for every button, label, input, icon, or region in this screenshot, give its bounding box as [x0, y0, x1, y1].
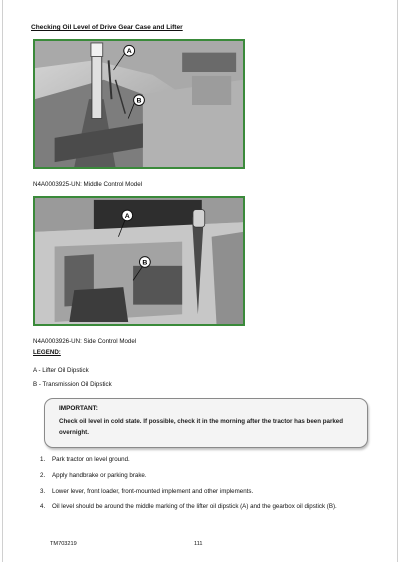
photo-caption-side-control: N4A0003926-UN: Side Control Model — [33, 338, 137, 345]
legend-item-b: B - Transmission Oil Dipstick — [33, 381, 112, 388]
step-number: 2. — [40, 472, 46, 479]
footer-doc-id: TM703219 — [50, 541, 77, 547]
photo-side-control-illustration — [35, 198, 243, 324]
photo-caption-middle-control: N4A0003925-UN: Middle Control Model — [33, 181, 143, 188]
notice-text: Check oil level in cold state. If possible, check it in the morning after the tractor has been parked overnight. — [59, 418, 344, 436]
step-text: Park tractor on level ground. — [52, 456, 130, 463]
step-text: Apply handbrake or parking brake. — [52, 472, 147, 479]
footer-page-number: 111 — [194, 541, 203, 547]
section-title: Checking Oil Level of Drive Gear Case and Lifter — [31, 24, 183, 31]
page-edge-left — [2, 0, 3, 562]
step-number: 3. — [40, 488, 46, 495]
step-number: 1. — [40, 456, 46, 463]
page-edge-right — [397, 0, 398, 562]
step-number: 4. — [40, 503, 46, 510]
photo-side-control-model — [33, 196, 245, 326]
step-text: Lower lever, front loader, front-mounted implement and other implements. — [52, 488, 254, 495]
callout-b-label: B — [136, 97, 142, 105]
photo-middle-control-model — [33, 39, 245, 169]
callout-a-label-2: A — [124, 212, 130, 220]
legend-item-a: A - Lifter Oil Dipstick — [33, 367, 89, 374]
callout-b-label-2: B — [142, 259, 148, 267]
notice-title: IMPORTANT: — [59, 405, 98, 412]
important-notice — [44, 398, 368, 448]
legend-title: LEGEND: — [33, 349, 61, 356]
step-text: Oil level should be around the middle marking of the lifter oil dipstick (A) and the gearbox oil dipstick (B). — [52, 503, 337, 510]
photo-middle-control-illustration — [35, 41, 243, 167]
callout-a-label: A — [126, 48, 132, 56]
